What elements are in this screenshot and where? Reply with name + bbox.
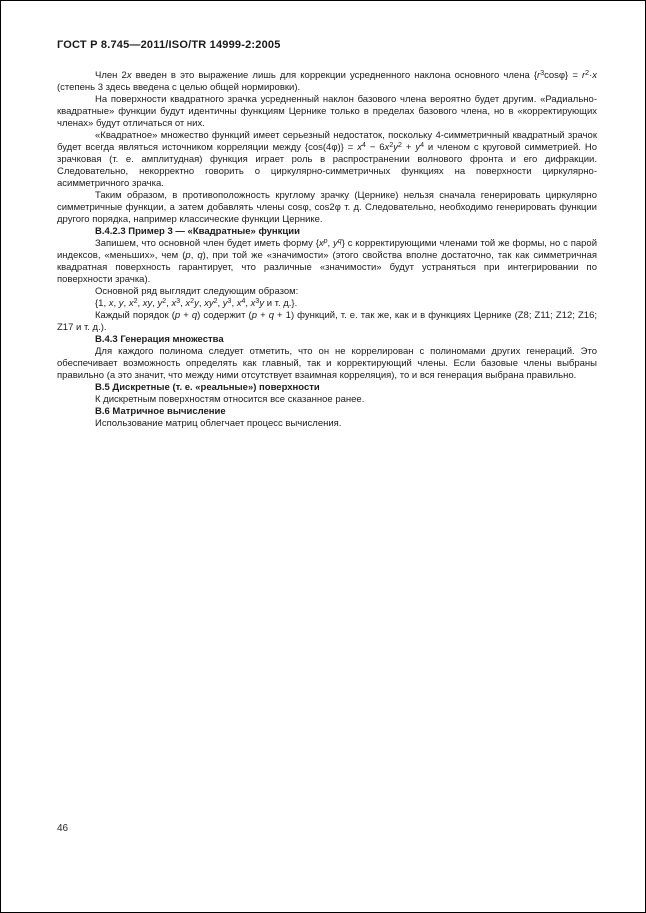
formula-line: {1, x, y, $x^2$, xy, $y^2$, $x^3$, $x^2y$, $xy^2$, $y^3$, $x^4$, $x^3y$ и т. д.}. <box>95 298 298 309</box>
document-body <box>57 70 597 430</box>
section-heading: В.4.2.3 Пример 3 — «Квадратные» функции <box>95 226 300 237</box>
paragraph: К дискретным поверхностям относится все сказанное ранее. <box>95 394 365 405</box>
paragraph: Член 2x введен в это выражение лишь для коррекции усредненного наклона основного члена $\{r^3\cos\varphi\} = r^2\cdot x$ (степень 3 здесь введена с целью общей нормировки). <box>57 70 597 93</box>
paragraph: «Квадратное» множество функций имеет серьезный недостаток, поскольку 4-симметричный квадратный зрачок будет всегда являться источником корреляции между $\{\cos(4\varphi)\} = x^4 - 6x^2y^2 + y^4$ и членом с круговой симметрией. Но зрачковая (т. е. амплитудная) функция играет роль в распространении волнового фронта и его дифракции. Следовательно, некорректно говорить о циркулярно-симметричных функциях на поверхности циркулярно-асимметричного зрачка. <box>57 130 597 189</box>
paragraph: Использование матриц облегчает процесс вычисления. <box>95 418 342 429</box>
paragraph: Каждый порядок (p + q) содержит (p + q + 1) функций, т. е. так же, как и в функциях Цернике (Z8; Z11; Z12; Z16; Z17 и т. д.). <box>57 310 598 333</box>
section-heading: В.4.3 Генерация множества <box>95 334 224 345</box>
paragraph: Таким образом, в противоположность круглому зрачку (Цернике) нельзя сначала генерировать циркулярно симметричные функции, а затем добавлять члены cosφ, cos2φ т. д. Следовательно, необходимо генерировать функции другого порядка, например классические функции Цернике. <box>57 190 597 225</box>
paragraph: Запишем, что основной член будет иметь форму {$x^p$, $y^q$} с корректирующими членами той же формы, но с парой индексов, «меньших», чем (p, q), при той же «значимости» (этого свойства вполне достаточно, так как симметричная квадратная поверхность гарантирует, что различные «значимости» будут устраняться при интегрировании по поверхности зрачка). <box>57 238 597 285</box>
section-heading: В.5 Дискретные (т. е. «реальные») поверхности <box>95 382 320 393</box>
page-number: 46 <box>57 823 69 834</box>
standard-designation: ГОСТ Р 8.745—2011/ISO/TR 14999-2:2005 <box>57 39 281 51</box>
paragraph: На поверхности квадратного зрачка усредненный наклон базового члена вероятно будет другим. «Радиально-квадратные» функции будут идентичны функциям Цернике только в пределах базового члена, но в «корректирующих членах» будут отличаться от них. <box>57 94 597 129</box>
paragraph: Основной ряд выглядит следующим образом: <box>95 286 299 297</box>
section-heading: В.6 Матричное вычисление <box>95 406 226 417</box>
paragraph: Для каждого полинома следует отметить, что он не коррелирован с полиномами других генераций. Это обеспечивает возможность определять как главный, так и корректирующий члены. Если базовые члены выбраны правильно (а это значит, что между ними отсутствует взаимная корреляция), то и вся генерация выбрана правильно. <box>57 346 597 381</box>
